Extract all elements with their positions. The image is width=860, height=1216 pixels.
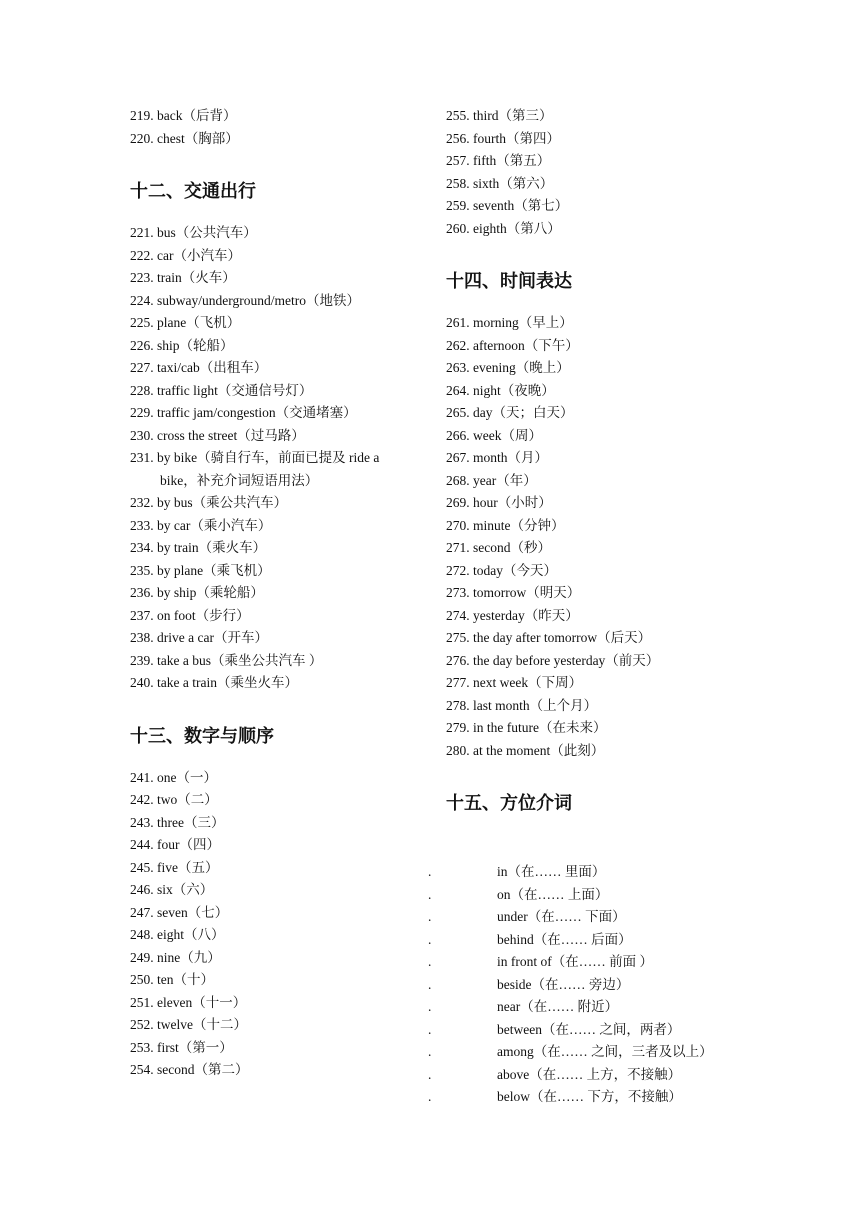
list-item: 261. morning（早上）	[446, 315, 573, 330]
list-item: 275. the day after tomorrow（后天）	[446, 630, 652, 645]
list-item: 265. day（天；白天）	[446, 405, 574, 420]
preposition-text: between（在…… 之间，两者）	[497, 1021, 681, 1037]
list-item: 256. fourth（第四）	[446, 130, 560, 146]
bullet-dot: .	[428, 954, 432, 969]
preposition-row	[0, 1019, 860, 1042]
list-item: 240. take a train（乘坐火车）	[130, 675, 298, 690]
preposition-row	[0, 974, 860, 997]
preposition-text: beside（在…… 旁边）	[497, 976, 630, 992]
list-item: 226. ship（轮船）	[130, 337, 234, 353]
list-item: 228. traffic light（交通信号灯）	[130, 382, 313, 398]
list-item: 271. second（秒）	[446, 540, 551, 555]
preposition-row	[0, 951, 860, 974]
list-item: 264. night（夜晚）	[446, 382, 555, 398]
section-15-title: 十五、方位介词	[446, 793, 572, 814]
section-12-title: 十二、交通出行	[130, 181, 256, 202]
list-item: 258. sixth（第六）	[446, 175, 554, 191]
bullet-dot: .	[428, 1044, 432, 1059]
bullet-dot: .	[428, 1089, 432, 1104]
list-item: 229. traffic jam/congestion（交通堵塞）	[130, 405, 357, 420]
list-item: 246. six（六）	[130, 882, 214, 897]
list-item: 237. on foot（步行）	[130, 607, 250, 623]
preposition-text: under（在…… 下面）	[497, 909, 626, 924]
list-item: 227. taxi/cab（出租车）	[130, 360, 268, 375]
list-item: 225. plane（飞机）	[130, 315, 241, 330]
list-item: 247. seven（七）	[130, 904, 229, 920]
preposition-row	[0, 996, 860, 1019]
preposition-text: among（在…… 之间，三者及以上）	[497, 1044, 713, 1059]
list-item: 278. last month（上个月）	[446, 697, 598, 713]
list-item: 262. afternoon（下午）	[446, 337, 579, 353]
list-item: 241. one（一）	[130, 769, 217, 785]
preposition-text: on（在…… 上面）	[497, 886, 609, 902]
right-column	[446, 105, 766, 834]
list-item: 235. by plane（乘飞机）	[130, 562, 271, 578]
list-item: 257. fifth（第五）	[446, 153, 551, 168]
list-item: 255. third（第三）	[446, 108, 553, 123]
list-item-continuation-text: bike，补充介词短语用法）	[160, 472, 319, 488]
list-item: 248. eight（八）	[130, 927, 225, 942]
preposition-list	[0, 861, 860, 1109]
bullet-dot: .	[428, 999, 432, 1014]
preposition-row	[0, 1041, 860, 1064]
preposition-text: below（在…… 下方，不接触）	[497, 1089, 682, 1104]
list-item-continuation	[130, 470, 430, 493]
list-item: 266. week（周）	[446, 427, 542, 443]
list-item: 223. train（火车）	[130, 270, 236, 285]
list-item: 273. tomorrow（明天）	[446, 585, 581, 600]
list-item: 254. second（第二）	[130, 1062, 249, 1077]
list-item: 221. bus（公共汽车）	[130, 225, 257, 240]
list-item: 253. first（第一）	[130, 1039, 233, 1055]
list-item: 220. chest（胸部）	[130, 130, 239, 146]
list-item: 252. twelve（十二）	[130, 1017, 247, 1032]
bullet-dot: .	[428, 931, 432, 947]
list-item: 234. by train（乘火车）	[130, 540, 267, 555]
list-item: 230. cross the street（过马路）	[130, 427, 305, 443]
list-item: 249. nine（九）	[130, 949, 221, 965]
list-item: 279. in the future（在未来）	[446, 720, 607, 735]
preposition-row	[0, 906, 860, 929]
preposition-text: above（在…… 上方，不接触）	[497, 1066, 682, 1082]
list-item: 239. take a bus（乘坐公共汽车 ）	[130, 652, 323, 668]
bullet-dot: .	[428, 864, 432, 879]
section-14-title: 十四、时间表达	[446, 271, 572, 292]
list-item: 245. five（五）	[130, 859, 219, 875]
list-item: 260. eighth（第八）	[446, 220, 561, 236]
preposition-text: in（在…… 里面）	[497, 864, 606, 879]
bullet-dot: .	[428, 886, 432, 902]
preposition-text: behind（在…… 后面）	[497, 931, 632, 947]
list-item: 276. the day before yesterday（前天）	[446, 652, 660, 668]
list-item: 236. by ship（乘轮船）	[130, 585, 264, 600]
preposition-row	[0, 1064, 860, 1087]
list-item: 268. year（年）	[446, 472, 537, 488]
list-item: 251. eleven（十一）	[130, 994, 247, 1010]
list-item: 280. at the moment（此刻）	[446, 742, 605, 758]
list-item: 233. by car（乘小汽车）	[130, 517, 272, 533]
list-item: 272. today（今天）	[446, 562, 557, 578]
list-item: 231. by bike（骑自行车，前面已提及 ride a	[130, 450, 380, 465]
list-item: 219. back（后背）	[130, 108, 237, 123]
preposition-text: in front of（在…… 前面 ）	[497, 954, 653, 969]
bullet-dot: .	[428, 1021, 432, 1037]
list-item: 274. yesterday（昨天）	[446, 607, 579, 623]
bullet-dot: .	[428, 1066, 432, 1082]
list-item: 238. drive a car（开车）	[130, 630, 268, 645]
preposition-row	[0, 861, 860, 884]
list-item: 242. two（二）	[130, 792, 218, 807]
list-item: 259. seventh（第七）	[446, 198, 569, 213]
bullet-dot: .	[428, 909, 432, 924]
list-item: 224. subway/underground/metro（地铁）	[130, 292, 360, 308]
list-item: 250. ten（十）	[130, 972, 214, 987]
section-13-title: 十三、数字与顺序	[130, 725, 274, 747]
preposition-row	[0, 884, 860, 907]
list-item: 244. four（四）	[130, 837, 220, 852]
bullet-dot: .	[428, 976, 432, 992]
list-item: 243. three（三）	[130, 814, 225, 830]
preposition-text: near（在…… 附近）	[497, 999, 619, 1014]
preposition-row	[0, 929, 860, 952]
preposition-row	[0, 1086, 860, 1109]
list-item: 267. month（月）	[446, 450, 549, 465]
list-item: 232. by bus（乘公共汽车）	[130, 495, 288, 510]
list-item: 277. next week（下周）	[446, 675, 583, 690]
list-item: 270. minute（分钟）	[446, 517, 565, 533]
list-item: 269. hour（小时）	[446, 495, 552, 510]
list-item: 263. evening（晚上）	[446, 360, 570, 375]
list-item: 222. car（小汽车）	[130, 247, 241, 263]
